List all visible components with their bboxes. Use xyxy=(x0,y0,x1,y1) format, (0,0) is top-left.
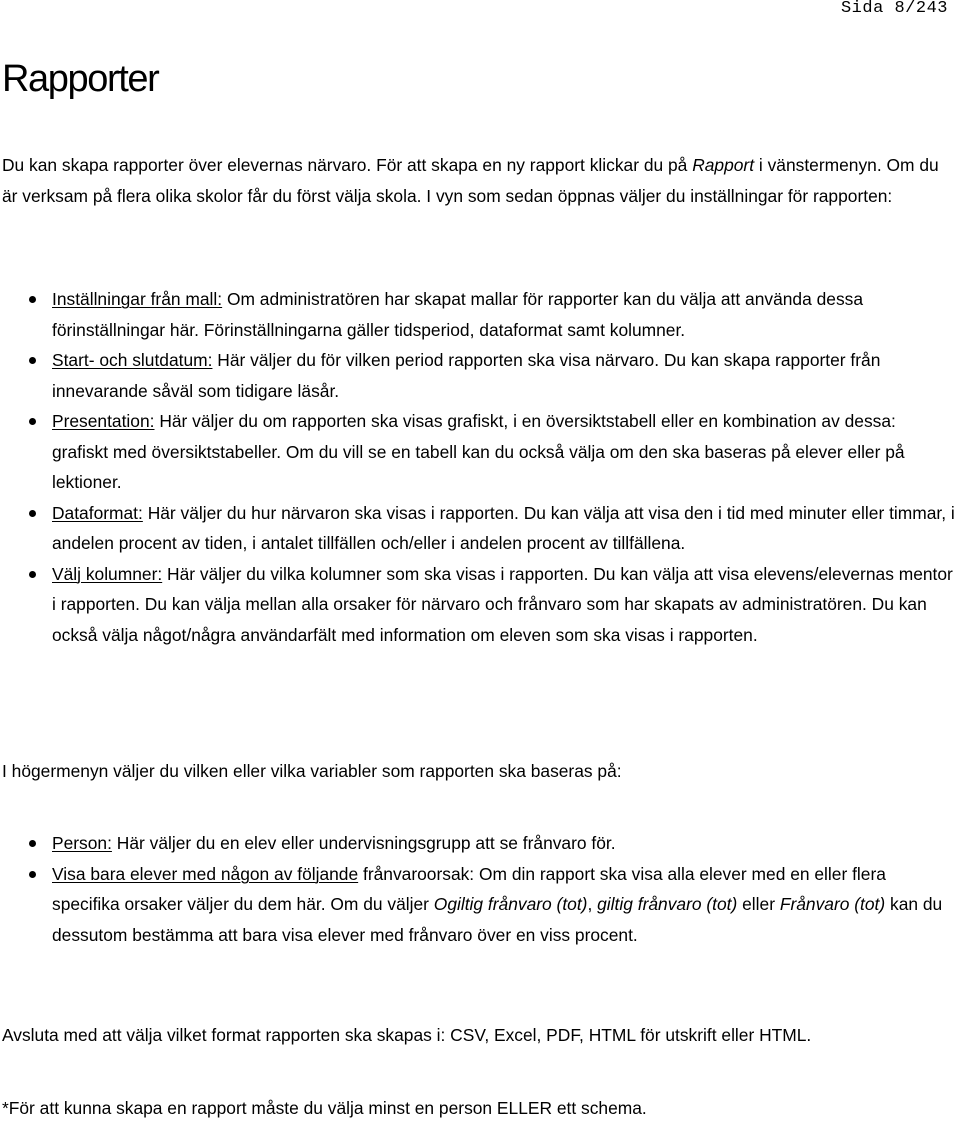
term-person: Person: xyxy=(52,833,112,853)
list-item-date-range xyxy=(0,345,956,406)
page-title: Rapporter xyxy=(2,58,159,100)
page-number: Sida 8/243 xyxy=(840,0,948,18)
desc-absence-reasons-2: , xyxy=(587,894,598,914)
desc-presentation: Här väljer du om rapporten ska visas grafiskt, i en översiktstabell eller en kombination av dessa: grafiskt med översiktstabeller. Om du vill se en tabell kan du också välja om den ska baseras på elever eller på lektioner. xyxy=(52,411,905,492)
term-date-range: Start- och slutdatum: xyxy=(52,350,213,370)
term-template-settings: Inställningar från mall: xyxy=(52,289,223,309)
report-settings-list xyxy=(0,284,956,650)
option-total-absence: Frånvaro (tot) xyxy=(779,894,886,914)
list-item-presentation xyxy=(0,406,956,498)
desc-absence-reasons-4: kan du dessutom bestämma att bara visa elever med frånvaro över en viss procent. xyxy=(52,894,943,945)
format-paragraph: Avsluta med att välja vilket format rapporten ska skapas i: CSV, Excel, PDF, HTML för utskrift eller HTML. xyxy=(2,1025,812,1045)
bullet-icon xyxy=(29,418,36,425)
intro-text-end: i vänstermenyn. Om du är verksam på flera olika skolor får du först välja skola. I vyn som sedan öppnas väljer du inställningar för rapporten: xyxy=(2,155,939,206)
desc-date-range: Här väljer du för vilken period rapporten ska visa närvaro. Du kan skapa rapporter från innevarande såväl som tidigare läsår. xyxy=(52,350,881,401)
term-absence-reasons: Visa bara elever med någon av följande xyxy=(52,863,359,884)
bullet-icon xyxy=(29,510,36,517)
variables-intro-paragraph: I högermenyn väljer du vilken eller vilka variabler som rapporten ska baseras på: xyxy=(2,761,622,781)
desc-choose-columns: Här väljer du vilka kolumner som ska visas i rapporten. Du kan välja att visa elevens/elevernas mentor i rapporten. Du kan välja mellan alla orsaker för närvaro och frånvaro som har skapats av administratören. Du kan också välja något/några användarfält med information om eleven som ska visas i rapporten. xyxy=(52,563,953,645)
bullet-icon xyxy=(29,296,36,303)
list-item-choose-columns xyxy=(0,559,956,651)
intro-paragraph xyxy=(2,150,954,211)
list-item-person xyxy=(0,828,956,859)
list-item-absence-reasons xyxy=(0,859,956,951)
desc-absence-reasons-3: eller xyxy=(737,894,780,914)
desc-absence-reasons-1: frånvaroorsak: Om din rapport ska visa alla elever med en eller flera specifika orsaker väljer du dem här. Om du väljer xyxy=(52,863,886,914)
footnote: *För att kunna skapa en rapport måste du välja minst en person ELLER ett schema. xyxy=(2,1098,647,1118)
option-invalid-absence: Ogiltig frånvaro (tot) xyxy=(433,894,588,914)
desc-template-settings: Om administratören har skapat mallar för rapporter kan du välja att använda dessa förinställningar här. Förinställningarna gäller tidsperiod, dataformat samt kolumner. xyxy=(52,289,864,340)
desc-data-format: Här väljer du hur närvaron ska visas i rapporten. Du kan välja att visa den i tid med minuter eller timmar, i andelen procent av tiden, i antalet tillfällen och/eller i andelen procent av tillfällena. xyxy=(52,502,955,553)
desc-person: Här väljer du en elev eller undervisningsgrupp att se frånvaro för. xyxy=(111,833,616,853)
option-valid-absence: giltig frånvaro (tot) xyxy=(597,894,738,914)
bullet-icon xyxy=(29,357,36,364)
intro-text-start: Du kan skapa rapporter över elevernas närvaro. För att skapa en ny rapport klickar du på xyxy=(2,155,693,175)
list-item-data-format xyxy=(0,498,956,559)
bullet-icon xyxy=(29,871,36,878)
term-presentation: Presentation: xyxy=(52,411,155,431)
rapport-menu-reference: Rapport xyxy=(692,155,755,175)
term-data-format: Dataformat: xyxy=(52,502,143,523)
bullet-icon xyxy=(29,840,36,847)
bullet-icon xyxy=(29,571,36,578)
list-item-template-settings xyxy=(0,284,956,345)
report-variables-list xyxy=(0,828,956,950)
term-choose-columns: Välj kolumner: xyxy=(52,563,163,584)
